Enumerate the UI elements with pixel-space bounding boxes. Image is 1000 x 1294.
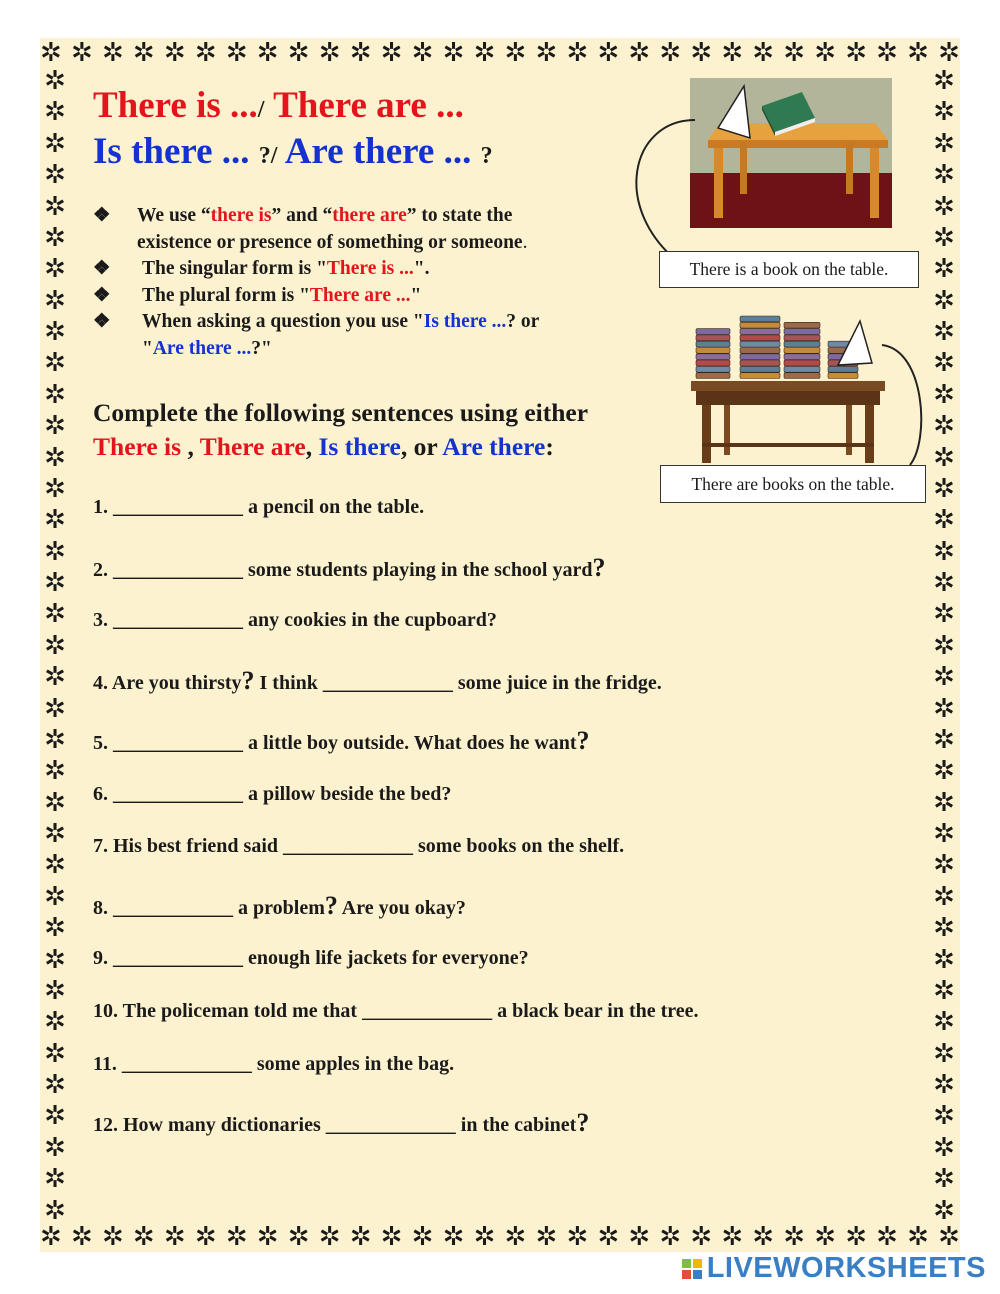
border-star-icon: ✲ <box>659 38 682 67</box>
diamond-bullet-icon: ❖ <box>93 311 111 332</box>
border-star-icon: ✲ <box>876 1222 898 1251</box>
border-star-icon: ✲ <box>44 693 66 723</box>
border-star-icon: ✲ <box>690 1222 713 1251</box>
book-shape <box>740 348 780 354</box>
border-star-icon: ✲ <box>938 1222 960 1251</box>
border-star-icon: ✲ <box>40 1222 62 1251</box>
book-shape <box>784 366 820 372</box>
border-star-icon: ✲ <box>933 568 955 597</box>
book-shape <box>740 335 780 341</box>
book-shape <box>740 354 780 360</box>
border-star-icon: ✲ <box>933 599 955 629</box>
book-shape <box>696 360 730 366</box>
border-star-icon: ✲ <box>101 38 124 67</box>
border-star-icon: ✲ <box>44 222 66 252</box>
border-star-icon: ✲ <box>933 1038 955 1068</box>
border-star-icon: ✲ <box>44 1195 66 1224</box>
border-star-icon: ✲ <box>566 1222 589 1251</box>
border-star-icon: ✲ <box>938 38 960 67</box>
border-star-icon: ✲ <box>933 536 955 566</box>
question-6: 6. _____________ a pillow beside the bed? <box>93 783 452 805</box>
border-star-icon: ✲ <box>845 1222 867 1251</box>
border-star-icon: ✲ <box>933 787 955 817</box>
border-star-icon: ✲ <box>380 1222 403 1251</box>
border-star-icon: ✲ <box>659 1222 682 1251</box>
liveworksheets-logo: LIVEWORKSHEETS <box>682 1252 986 1285</box>
caption-books-on-table: There are books on the table. <box>660 465 926 503</box>
border-star-icon: ✲ <box>44 128 66 158</box>
instructions: Complete the following sentences using either There is , There are, Is there, or Are there: <box>93 398 589 461</box>
border-star-icon: ✲ <box>933 1007 955 1037</box>
border-star-icon: ✲ <box>44 254 66 284</box>
border-star-icon: ✲ <box>44 568 66 597</box>
book-shape <box>828 366 858 372</box>
border-star-icon: ✲ <box>44 97 66 127</box>
border-star-icon: ✲ <box>933 442 955 472</box>
rule-item: ❖ When asking a question you use "Is there ...? or "Are there ...?" <box>93 309 653 362</box>
book-shape <box>696 348 730 354</box>
border-star-icon: ✲ <box>40 38 62 67</box>
border-star-icon: ✲ <box>163 1222 186 1251</box>
border-star-icon: ✲ <box>504 1222 527 1251</box>
arrow-1-icon <box>620 100 700 270</box>
border-star-icon: ✲ <box>287 1222 310 1251</box>
border-star-icon: ✲ <box>256 38 279 67</box>
border-star-icon: ✲ <box>933 756 955 786</box>
border-star-icon: ✲ <box>132 38 155 67</box>
border-star-icon: ✲ <box>411 38 434 67</box>
border-star-icon: ✲ <box>287 38 310 67</box>
border-star-icon: ✲ <box>44 536 66 566</box>
question-11: 11. _____________ some apples in the bag. <box>93 1053 455 1075</box>
border-star-icon: ✲ <box>70 1222 93 1251</box>
book-shape <box>740 366 780 372</box>
border-star-icon: ✲ <box>225 38 248 67</box>
border-star-icon: ✲ <box>194 1222 217 1251</box>
border-star-icon: ✲ <box>933 1070 955 1099</box>
border-star-icon: ✲ <box>411 1222 434 1251</box>
border-star-icon: ✲ <box>933 379 955 409</box>
border-top <box>40 38 960 68</box>
caption-book-on-table: There is a book on the table. <box>659 251 919 288</box>
border-star-icon: ✲ <box>876 38 898 67</box>
border-left <box>38 68 72 1224</box>
border-star-icon: ✲ <box>628 1222 651 1251</box>
border-star-icon: ✲ <box>44 285 66 315</box>
rule-item: ❖ The singular form is "There is ...". <box>93 256 653 283</box>
book-shape <box>784 373 820 379</box>
question-7: 7. His best friend said _____________ some books on the shelf. <box>93 835 625 857</box>
book-shape <box>740 341 780 347</box>
border-right <box>927 68 961 1224</box>
border-star-icon: ✲ <box>933 850 955 880</box>
border-star-icon: ✲ <box>721 1222 744 1251</box>
question-5: 5. _____________ a little boy outside. What does he want? <box>93 726 590 755</box>
border-star-icon: ✲ <box>933 254 955 284</box>
book-shape <box>696 373 730 379</box>
border-star-icon: ✲ <box>933 1195 955 1224</box>
border-star-icon: ✲ <box>933 662 955 692</box>
border-star-icon: ✲ <box>44 724 66 754</box>
border-star-icon: ✲ <box>349 38 372 67</box>
border-star-icon: ✲ <box>256 1222 279 1251</box>
border-star-icon: ✲ <box>44 160 66 190</box>
border-star-icon: ✲ <box>933 285 955 315</box>
book-shape <box>784 329 820 335</box>
border-star-icon: ✲ <box>225 1222 248 1251</box>
arrow-2-icon <box>880 330 930 470</box>
border-star-icon: ✲ <box>933 160 955 190</box>
title-line-2: Is there ... ?/ Are there ... ? <box>93 131 493 172</box>
border-star-icon: ✲ <box>44 68 66 95</box>
border-star-icon: ✲ <box>933 975 955 1005</box>
border-star-icon: ✲ <box>933 473 955 503</box>
border-star-icon: ✲ <box>101 1222 124 1251</box>
border-bottom <box>40 1222 960 1252</box>
border-star-icon: ✲ <box>44 473 66 503</box>
diamond-bullet-icon: ❖ <box>93 284 111 306</box>
border-star-icon: ✲ <box>845 38 867 67</box>
border-star-icon: ✲ <box>442 38 465 67</box>
book-shape <box>784 348 820 354</box>
border-star-icon: ✲ <box>535 38 558 67</box>
border-star-icon: ✲ <box>566 38 589 67</box>
border-star-icon: ✲ <box>504 38 527 67</box>
border-star-icon: ✲ <box>44 944 66 974</box>
border-star-icon: ✲ <box>933 1101 955 1131</box>
border-star-icon: ✲ <box>44 1038 66 1068</box>
diamond-bullet-icon: ❖ <box>93 205 111 226</box>
question-3: 3. _____________ any cookies in the cupboard? <box>93 609 497 631</box>
border-star-icon: ✲ <box>44 881 66 911</box>
border-star-icon: ✲ <box>752 38 775 67</box>
border-star-icon: ✲ <box>44 1007 66 1037</box>
border-star-icon: ✲ <box>318 1222 341 1251</box>
border-star-icon: ✲ <box>597 1222 620 1251</box>
border-star-icon: ✲ <box>721 38 744 67</box>
rule-item: ❖ We use “there is” and “there are” to state the existence or presence of something or someone. <box>93 203 653 256</box>
book-shape <box>740 322 780 328</box>
question-12: 12. How many dictionaries _____________ in the cabinet? <box>93 1108 590 1137</box>
border-star-icon: ✲ <box>933 348 955 378</box>
border-star-icon: ✲ <box>44 756 66 786</box>
border-star-icon: ✲ <box>933 128 955 158</box>
border-star-icon: ✲ <box>933 505 955 535</box>
question-9: 9. _____________ enough life jackets for everyone? <box>93 947 529 969</box>
border-star-icon: ✲ <box>933 819 955 848</box>
book-shape <box>740 360 780 366</box>
border-star-icon: ✲ <box>628 38 651 67</box>
border-star-icon: ✲ <box>473 1222 496 1251</box>
border-star-icon: ✲ <box>933 317 955 346</box>
book-shape <box>740 329 780 335</box>
border-star-icon: ✲ <box>44 191 66 221</box>
border-star-icon: ✲ <box>44 1070 66 1099</box>
border-star-icon: ✲ <box>44 975 66 1005</box>
border-star-icon: ✲ <box>380 38 403 67</box>
border-star-icon: ✲ <box>44 913 66 943</box>
question-1: 1. _____________ a pencil on the table. <box>93 496 425 518</box>
border-star-icon: ✲ <box>933 411 955 441</box>
border-star-icon: ✲ <box>44 411 66 441</box>
border-star-icon: ✲ <box>132 1222 155 1251</box>
liveworksheets-blocks-icon <box>682 1259 702 1279</box>
border-star-icon: ✲ <box>933 881 955 911</box>
question-8: 8. ____________ a problem? Are you okay? <box>93 891 466 920</box>
border-star-icon: ✲ <box>44 599 66 629</box>
question-10: 10. The policeman told me that _____________ a black bear in the tree. <box>93 1000 699 1022</box>
border-star-icon: ✲ <box>907 1222 929 1251</box>
border-star-icon: ✲ <box>194 38 217 67</box>
border-star-icon: ✲ <box>933 1132 955 1162</box>
border-star-icon: ✲ <box>44 1132 66 1162</box>
border-star-icon: ✲ <box>44 317 66 346</box>
book-shape <box>696 366 730 372</box>
book-shape <box>740 373 780 379</box>
border-star-icon: ✲ <box>44 819 66 848</box>
border-star-icon: ✲ <box>70 38 93 67</box>
border-star-icon: ✲ <box>783 1222 806 1251</box>
border-star-icon: ✲ <box>783 38 806 67</box>
border-star-icon: ✲ <box>814 1222 837 1251</box>
border-star-icon: ✲ <box>535 1222 558 1251</box>
rules-list <box>93 203 653 362</box>
book-shape <box>784 335 820 341</box>
border-star-icon: ✲ <box>933 191 955 221</box>
border-star-icon: ✲ <box>44 850 66 880</box>
book-shape <box>696 354 730 360</box>
book-shape <box>784 322 820 328</box>
border-star-icon: ✲ <box>44 787 66 817</box>
border-star-icon: ✲ <box>933 97 955 127</box>
border-star-icon: ✲ <box>44 348 66 378</box>
border-star-icon: ✲ <box>318 38 341 67</box>
border-star-icon: ✲ <box>933 68 955 95</box>
border-star-icon: ✲ <box>933 630 955 660</box>
border-star-icon: ✲ <box>690 38 713 67</box>
border-star-icon: ✲ <box>752 1222 775 1251</box>
rule-item: ❖ The plural form is "There are ..." <box>93 283 653 310</box>
book-shape <box>696 341 730 347</box>
table-with-books-picture <box>688 313 888 465</box>
border-star-icon: ✲ <box>907 38 929 67</box>
question-4: 4. Are you thirsty? I think _____________ some juice in the fridge. <box>93 666 662 695</box>
border-star-icon: ✲ <box>597 38 620 67</box>
title-line-1: There is .../ There are ... <box>93 85 464 126</box>
border-star-icon: ✲ <box>44 630 66 660</box>
border-star-icon: ✲ <box>44 505 66 535</box>
border-star-icon: ✲ <box>933 222 955 252</box>
border-star-icon: ✲ <box>933 1164 955 1194</box>
border-star-icon: ✲ <box>44 1164 66 1194</box>
book-shape <box>828 373 858 379</box>
book-shape <box>740 316 780 322</box>
diamond-bullet-icon: ❖ <box>93 258 111 279</box>
question-2: 2. _____________ some students playing in the school yard? <box>93 553 606 582</box>
book-shape <box>696 335 730 341</box>
book-shape <box>696 329 730 335</box>
border-star-icon: ✲ <box>442 1222 465 1251</box>
border-star-icon: ✲ <box>44 662 66 692</box>
border-star-icon: ✲ <box>349 1222 372 1251</box>
border-star-icon: ✲ <box>933 693 955 723</box>
book-shape <box>784 341 820 347</box>
table-with-book-picture <box>690 78 892 228</box>
border-star-icon: ✲ <box>814 38 837 67</box>
border-star-icon: ✲ <box>163 38 186 67</box>
border-star-icon: ✲ <box>473 38 496 67</box>
border-star-icon: ✲ <box>933 913 955 943</box>
border-star-icon: ✲ <box>933 724 955 754</box>
book-shape <box>784 354 820 360</box>
border-star-icon: ✲ <box>933 944 955 974</box>
border-star-icon: ✲ <box>44 442 66 472</box>
book-shape <box>784 360 820 366</box>
border-star-icon: ✲ <box>44 1101 66 1131</box>
border-star-icon: ✲ <box>44 379 66 409</box>
